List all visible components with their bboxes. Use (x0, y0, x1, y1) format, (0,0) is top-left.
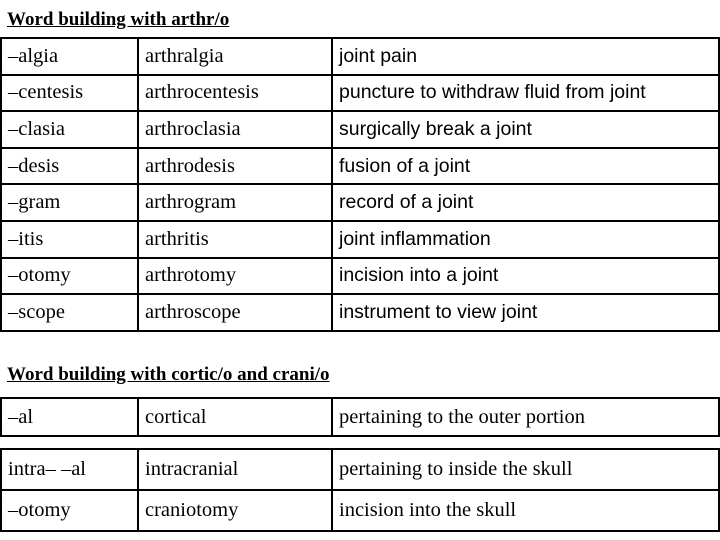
term-cell: arthroclasia (138, 111, 332, 148)
table-row (1, 398, 719, 436)
definition-cell: record of a joint (332, 184, 719, 221)
definition-cell: puncture to withdraw fluid from joint (332, 75, 719, 112)
table-row (1, 221, 719, 258)
table-row (1, 294, 719, 331)
table-row (1, 184, 719, 221)
term-cell: craniotomy (138, 490, 332, 531)
term-cell: arthrocentesis (138, 75, 332, 112)
definition-cell: surgically break a joint (332, 111, 719, 148)
definition-cell: incision into a joint (332, 258, 719, 295)
suffix-cell: –desis (1, 148, 138, 185)
suffix-cell: –algia (1, 38, 138, 75)
table-row (1, 38, 719, 75)
suffix-cell: –itis (1, 221, 138, 258)
table-row (1, 111, 719, 148)
suffix-cell: –scope (1, 294, 138, 331)
table-row (1, 75, 719, 112)
suffix-cell: –centesis (1, 75, 138, 112)
suffix-cell: –otomy (1, 258, 138, 295)
term-cell: arthrogram (138, 184, 332, 221)
suffix-cell: –clasia (1, 111, 138, 148)
suffix-cell: intra– –al (1, 449, 138, 490)
table-row (1, 490, 719, 531)
section-heading-cortico-cranio: Word building with cortic/o and crani/o (7, 364, 330, 385)
definition-cell: joint pain (332, 38, 719, 75)
term-cell: arthrodesis (138, 148, 332, 185)
term-cell: cortical (138, 398, 332, 436)
definition-cell: pertaining to inside the skull (332, 449, 719, 490)
suffix-cell: –otomy (1, 490, 138, 531)
definition-cell: fusion of a joint (332, 148, 719, 185)
term-cell: intracranial (138, 449, 332, 490)
definition-cell: joint inflammation (332, 221, 719, 258)
section-heading-arthro: Word building with arthr/o (7, 9, 230, 30)
definition-cell: pertaining to the outer portion (332, 398, 719, 436)
term-cell: arthrotomy (138, 258, 332, 295)
table-row (1, 258, 719, 295)
suffix-cell: –gram (1, 184, 138, 221)
term-cell: arthroscope (138, 294, 332, 331)
term-cell: arthritis (138, 221, 332, 258)
definition-cell: instrument to view joint (332, 294, 719, 331)
cortico-word-table (0, 397, 720, 437)
table-row (1, 449, 719, 490)
cranio-word-table (0, 448, 720, 532)
suffix-cell: –al (1, 398, 138, 436)
arthro-word-table (0, 37, 720, 332)
table-row (1, 148, 719, 185)
term-cell: arthralgia (138, 38, 332, 75)
definition-cell: incision into the skull (332, 490, 719, 531)
